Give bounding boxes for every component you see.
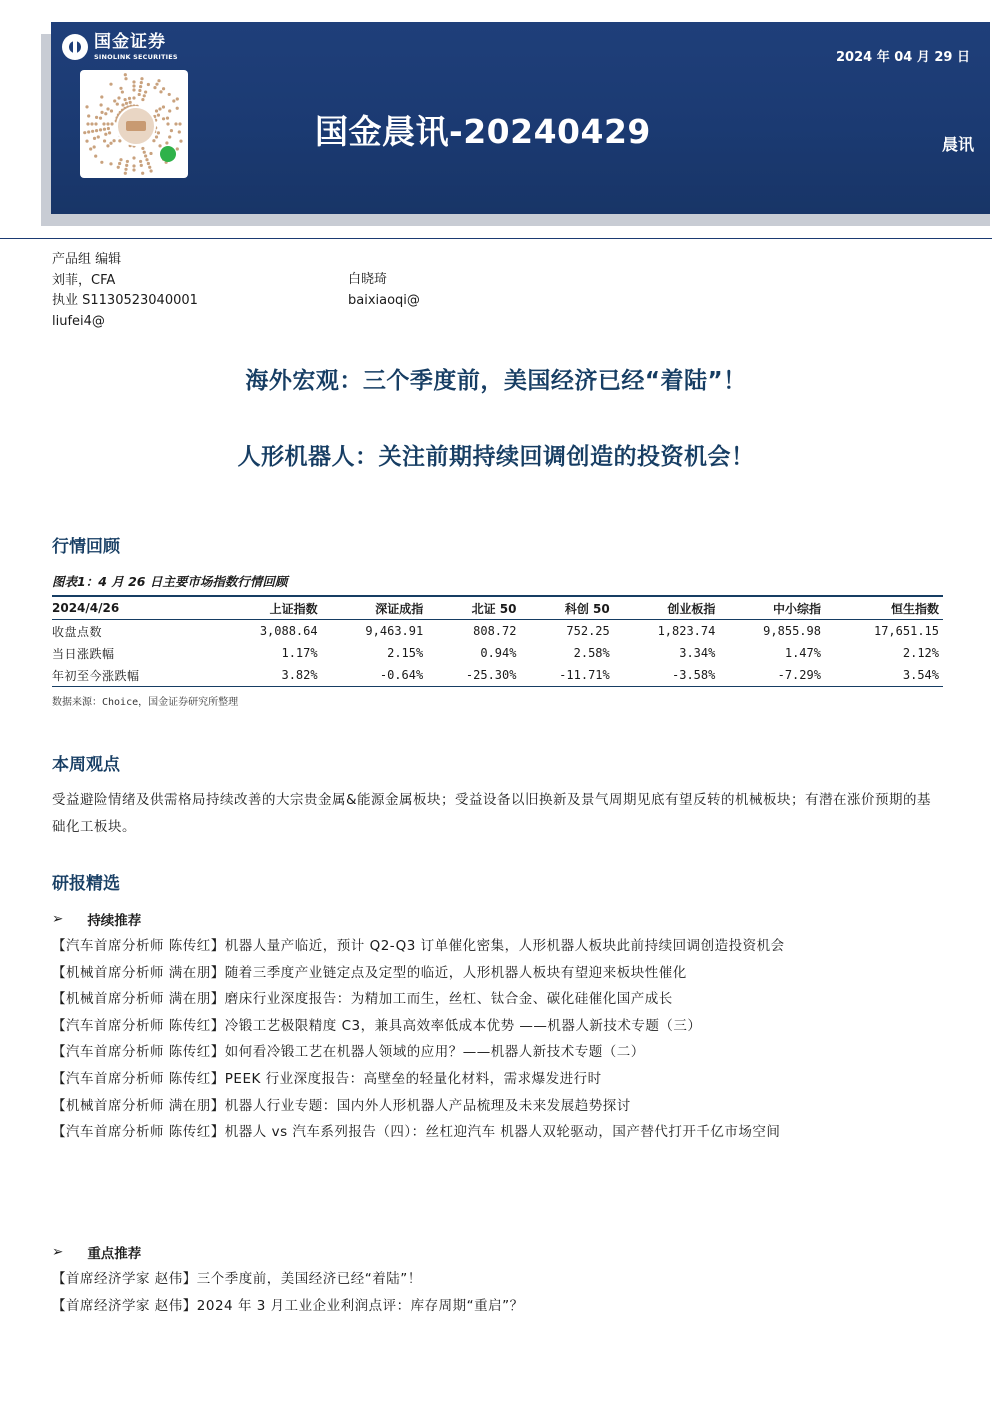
list-item[interactable]: 【汽车首席分析师 陈传红】机器人 vs 汽车系列报告（四）：丝杠迎汽车 机器人双轮驱动，国产替代打开千亿市场空间 [52, 1124, 781, 1141]
report-type-tag: 晨讯 [941, 135, 974, 154]
table-cell: 17,651.15 [873, 624, 939, 638]
table-cell: 9,463.91 [365, 624, 424, 638]
coauthor-email[interactable]: baixiaoqi@ [348, 292, 420, 308]
section-market-review: 行情回顾 [52, 537, 120, 557]
market-index-table [52, 597, 943, 687]
report-date: 2024 年 04 月 29 日 [836, 50, 970, 65]
table-cell: -25.30% [427, 664, 520, 687]
table-row [52, 642, 943, 664]
table-caption: 图表1：4 月 26 日主要市场指数行情回顾 [52, 574, 288, 589]
table-cell: 2.15% [387, 646, 424, 660]
table-cell: 3.34% [679, 646, 716, 660]
qr-center-logo [116, 106, 156, 146]
group-title: 持续推荐 [87, 913, 142, 929]
table-header-cell: 科创 50 [520, 597, 613, 620]
list-item[interactable]: 【机械首席分析师 满在朋】磨床行业深度报告：为精加工而生，丝杠、钛合金、碳化硅催化国产成长 [52, 991, 673, 1008]
table-cell: 0.94% [480, 646, 517, 660]
list-item[interactable]: 【机械首席分析师 满在朋】随着三季度产业链定点及定型的临近，人形机器人板块有望迎来板块性催化 [52, 964, 687, 981]
table-cell: 9,855.98 [763, 624, 821, 638]
group-continued-recommend [52, 909, 141, 929]
section-research: 研报精选 [52, 874, 120, 894]
brand-name-cn: 国金证券 [94, 32, 166, 52]
list-item[interactable]: 【机械首席分析师 满在朋】机器人行业专题：国内外人形机器人产品梳理及未来发展趋势探讨 [52, 1097, 631, 1114]
editor-email[interactable]: liufei4@ [52, 313, 105, 329]
headline-macro: 海外宏观：三个季度前，美国经济已经“着陆”！ [245, 368, 747, 394]
table-cell: 2.12% [902, 646, 939, 660]
table-cell: -3.58% [614, 664, 720, 687]
editor-name: 刘菲，CFA [52, 272, 116, 288]
table-cell: 3,088.64 [259, 624, 318, 638]
table-header-cell: 中小综指 [719, 597, 825, 620]
table-cell: -7.29% [719, 664, 825, 687]
header-divider [0, 238, 992, 239]
row-label: 年初至今涨跌幅 [52, 664, 216, 687]
headline-robotics: 人形机器人：关注前期持续回调创造的投资机会！ [237, 444, 755, 470]
coauthor-name: 白晓琦 [348, 272, 388, 287]
key-recommend-list [52, 1266, 944, 1319]
table-header-cell: 北证 50 [427, 597, 520, 620]
table-header-cell: 创业板指 [614, 597, 720, 620]
arrow-bullet-icon: ➢ [52, 1244, 64, 1260]
table-cell: 3.82% [216, 664, 322, 687]
table-header-cell: 恒生指数 [825, 597, 943, 620]
list-item[interactable]: 【汽车首席分析师 陈传红】机器人量产临近，预计 Q2-Q3 订单催化密集，人形机器人板块此前持续回调创造投资机会 [52, 938, 785, 954]
table-row [52, 664, 943, 687]
row-label: 当日涨跌幅 [52, 646, 115, 661]
table-header-date: 2024/4/26 [52, 597, 216, 620]
table-cell: -0.64% [322, 664, 428, 687]
list-item[interactable]: 【首席经济学家 赵伟】三个季度前，美国经济已经“着陆”！ [52, 1271, 422, 1287]
brand-logo [62, 34, 178, 61]
table-row [52, 620, 943, 643]
group-key-recommend [52, 1242, 141, 1262]
table-cell: 808.72 [473, 624, 517, 638]
list-item[interactable]: 【汽车首席分析师 陈传红】冷锻工艺极限精度 C3，兼具高效率低成本优势 ——机器人新技术专题（三） [52, 1017, 702, 1034]
section-weekly-view: 本周观点 [52, 755, 120, 775]
continued-recommend-list [52, 933, 944, 1146]
qr-code-icon [80, 70, 188, 178]
mini-program-badge-icon [160, 146, 176, 162]
coauthor-info [348, 270, 420, 311]
list-item[interactable]: 【汽车首席分析师 陈传红】如何看冷锻工艺在机器人领域的应用？——机器人新技术专题（二） [52, 1044, 645, 1061]
table-source-note: 数据来源：Choice，国金证券研究所整理 [52, 697, 239, 708]
table-cell: 1,823.74 [657, 624, 716, 638]
brand-logo-icon [62, 34, 88, 60]
editor-license: 执业 S1130523040001 [52, 293, 198, 308]
table-cell: 1.17% [281, 646, 318, 660]
arrow-bullet-icon: ➢ [52, 911, 64, 927]
row-label: 收盘点数 [52, 624, 103, 639]
table-cell: 1.47% [784, 646, 821, 660]
group-title: 重点推荐 [87, 1246, 142, 1262]
list-item[interactable]: 【首席经济学家 赵伟】2024 年 3 月工业企业利润点评：库存周期“重启”？ [52, 1297, 524, 1314]
table-header-row [52, 597, 943, 620]
weekly-view-text: 受益避险情绪及供需格局持续改善的大宗贵金属&能源金属板块；受益设备以旧换新及景气周期见底有望反转的机械板块；有潜在涨价预期的基础化工板块。 [52, 792, 932, 835]
table-header-cell: 深证成指 [322, 597, 428, 620]
editor-group: 产品组 编辑 [52, 252, 122, 267]
editor-info [52, 250, 198, 332]
list-item[interactable]: 【汽车首席分析师 陈传红】PEEK 行业深度报告：高壁垒的轻量化材料，需求爆发进行时 [52, 1070, 602, 1087]
brand-name-en: SINOLINK SECURITIES [94, 53, 178, 61]
table-cell: 752.25 [566, 624, 610, 638]
table-cell: 3.54% [825, 664, 943, 687]
table-cell: 2.58% [573, 646, 610, 660]
report-title: 国金晨讯-20240429 [315, 112, 651, 151]
table-header-cell: 上证指数 [216, 597, 322, 620]
table-cell: -11.71% [520, 664, 613, 687]
